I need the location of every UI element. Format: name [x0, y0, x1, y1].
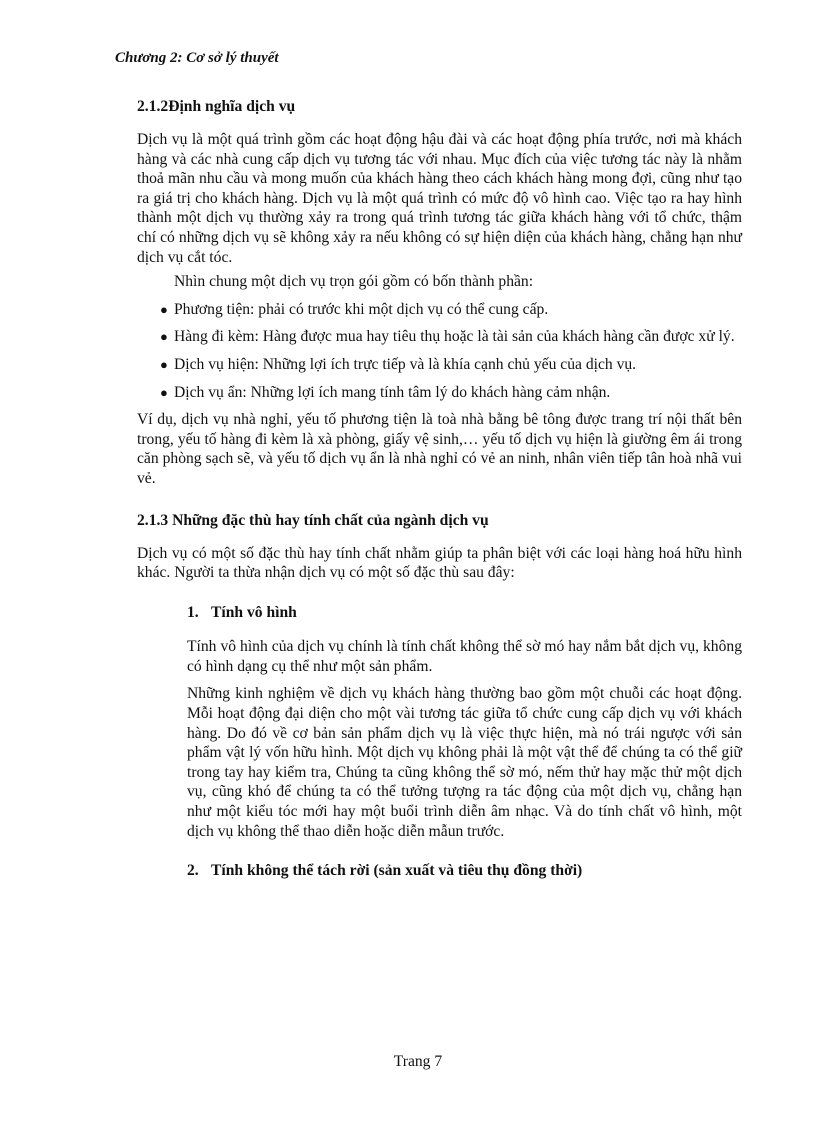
characteristic-title — [187, 603, 742, 623]
list-item — [137, 355, 742, 375]
bullet-icon: ● — [160, 329, 168, 345]
list-item-text: Dịch vụ hiện: Những lợi ích trực tiếp và là khía cạnh chủ yếu của dịch vụ. — [174, 355, 637, 373]
list-item — [137, 383, 742, 403]
intangibility-paragraph-2: Những kinh nghiệm về dịch vụ khách hàng thường bao gồm một chuỗi các hoạt động. Mỗi hoạt động đại diện cho một vài tương tác giữa tổ chức cung cấp dịch vụ với khách hàng. Do đó về cơ bản sản phẩm dịch vụ là việc thực hiện, mà nó trái ngược với sản phẩm vật lý vốn hữu hình. Một dịch vụ không phải là một vật thể để chúng ta có thể giữ trong tay hay kiểm tra, Chúng ta cũng không thể sờ mó, nếm thử hay mặc thử một dịch vụ, cũng khó để chúng ta có thể tưởng tượng ra tác động của một dịch vụ, chẳng hạn như một kiểu tóc mới hay một buổi trình diễn âm nhạc. Và do tính chất vô hình, một dịch vụ không thể thao diễn hoặc diễn mẫun trước. — [187, 685, 742, 840]
characteristic-number: 2. — [187, 862, 199, 880]
bullet-icon: ● — [160, 384, 168, 400]
section-title-213: 2.1.3 Những đặc thù hay tính chất của ngành dịch vụ — [137, 511, 489, 529]
characteristic-inseparability — [175, 861, 742, 881]
components-list — [137, 300, 742, 402]
characteristics-intro: Dịch vụ có một số đặc thù hay tính chất nhằm giúp ta phân biệt với các loại hàng hoá hữu hình khác. Người ta thừa nhận dịch vụ có một số đặc thù sau đây: — [137, 544, 742, 582]
page-content — [137, 97, 742, 896]
characteristic-number: 1. — [187, 603, 199, 621]
components-intro: Nhìn chung một dịch vụ trọn gói gồm có bốn thành phần: — [174, 273, 534, 291]
list-item-text: Dịch vụ ẩn: Những lợi ích mang tính tâm lý do khách hàng cảm nhận. — [174, 383, 611, 401]
list-item — [137, 327, 742, 347]
list-item — [137, 300, 742, 320]
characteristic-title-text: Tính không thể tách rời (sản xuất và tiêu thụ đồng thời) — [211, 862, 583, 880]
characteristic-title-text: Tính vô hình — [211, 603, 297, 621]
section-title-212: 2.1.2Định nghĩa dịch vụ — [137, 98, 296, 115]
definition-paragraph: Dịch vụ là một quá trình gồm các hoạt động hậu đài và các hoạt động phía trước, nơi mà khách hàng và các nhà cung cấp dịch vụ tương tác với nhau. Mục đích của việc tương tác này là nhằm thoả mãn nhu cầu và mong muốn của khách hàng theo cách khách hàng mong đợi, cũng như tạo ra giá trị cho khách hàng. Dịch vụ là một quá trình có mức độ vô hình cao. Việc tạo ra hay hình thành một dịch vụ thường xảy ra trong quá trình tương tác giữa khách hàng với tổ chức, thậm chí có những dịch vụ sẽ không xảy ra nếu không có sự hiện diện của khách hàng, chẳng hạn như dịch vụ cắt tóc. — [137, 131, 742, 266]
chapter-header: Chương 2: Cơ sở lý thuyết — [115, 50, 279, 66]
bullet-icon: ● — [160, 301, 168, 317]
intangibility-paragraph-1: Tính vô hình của dịch vụ chính là tính chất không thể sờ mó hay nắm bắt dịch vụ, không có hình dạng cụ thể như một sản phẩm. — [187, 638, 742, 675]
page-number: Trang 7 — [393, 1053, 443, 1070]
bullet-icon: ● — [160, 356, 168, 372]
list-item-text: Phương tiện: phải có trước khi một dịch vụ có thể cung cấp. — [174, 300, 549, 318]
list-item-text: Hàng đi kèm: Hàng được mua hay tiêu thụ hoặc là tài sản của khách hàng cần được xử lý. — [174, 328, 735, 346]
characteristic-title — [187, 861, 742, 881]
example-paragraph: Ví dụ, dịch vụ nhà nghỉ, yếu tố phương tiện là toà nhà bằng bê tông được trang trí nội thất bên trong, yếu tố hàng đi kèm là xà phòng, giấy vệ sinh,… yếu tố dịch vụ hiện là giường êm ái trong căn phòng sạch sẽ, và yếu tố dịch vụ ẩn là nhà nghỉ có vẻ an ninh, nhân viên tiếp tân hoà nhã vui vẻ. — [137, 411, 742, 487]
characteristic-intangibility — [175, 603, 742, 842]
